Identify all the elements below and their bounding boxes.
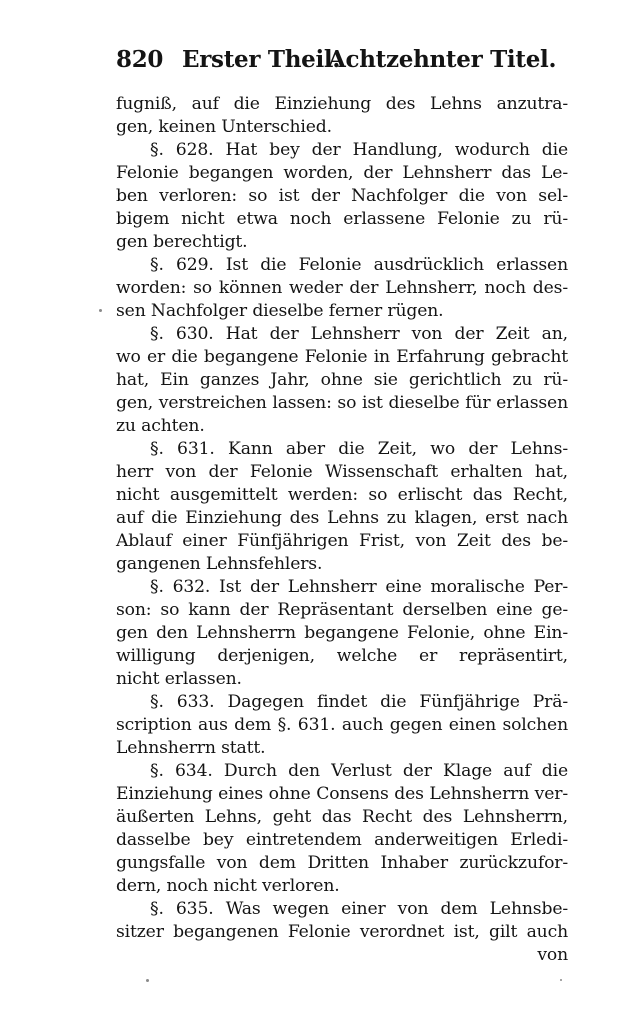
paragraph-628-start: §. 628. Hat bey der Handlung, wodurch die [150,140,568,160]
paragraph-630-start: §. 630. Hat der Lehnsherr von der Zeit an, [150,324,568,344]
text-line: auf die Einziehung des Lehns zu klagen, erst nach [116,508,568,528]
text-line: sitzer begangenen Felonie verordnet ist, gilt auch [116,922,568,942]
text-line: nicht ausgemittelt werden: so erlischt das Recht, [116,485,568,505]
print-speck [560,979,562,981]
text-line: bigem nicht etwa noch erlassene Felonie zu rü- [116,209,568,229]
print-speck [146,979,149,982]
text-line: dasselbe bey eintretendem anderweitigen Erledi- [116,830,568,850]
text-line: Ablauf einer Fünfjährigen Frist, von Zeit des be- [116,531,568,551]
text-line: Felonie begangen worden, der Lehnsherr das Le- [116,163,568,183]
text-line: hat, Ein ganzes Jahr, ohne sie gerichtlich zu rü- [116,370,568,390]
paragraph-629-start: §. 629. Ist die Felonie ausdrücklich erlassen [150,255,568,275]
part-title: Erster Theil. [182,46,341,73]
text-line: äußerten Lehns, geht das Recht des Lehnsherrn, [116,807,568,827]
text-line: son: so kann der Repräsentant derselben eine ge- [116,600,568,620]
page-number: 820 [116,46,164,73]
text-line: ben verloren: so ist der Nachfolger die von sel- [116,186,568,206]
catchword: von [537,945,568,965]
text-line: dern, noch nicht verloren. [116,876,340,896]
text-line: herr von der Felonie Wissenschaft erhalten hat, [116,462,568,482]
chapter-title: Achtzehnter Titel. [328,46,557,73]
text-line: Einziehung eines ohne Consens des Lehnsherrn ver- [116,784,568,804]
print-speck [99,309,102,312]
text-line: zu achten. [116,416,205,436]
text-line: gen, keinen Unterschied. [116,117,332,137]
text-line: willigung derjenigen, welche er repräsentirt, [116,646,568,666]
paragraph-634-start: §. 634. Durch den Verlust der Klage auf die [150,761,568,781]
text-line: gangenen Lehnsfehlers. [116,554,323,574]
paragraph-631-start: §. 631. Kann aber die Zeit, wo der Lehns- [150,439,568,459]
text-line: scription aus dem §. 631. auch gegen einen solchen [116,715,568,735]
text-line: gen den Lehnsherrn begangene Felonie, ohne Ein- [116,623,568,643]
paragraph-632-start: §. 632. Ist der Lehnsherr eine moralische Per- [150,577,568,597]
text-line: fugniß, auf die Einziehung des Lehns anzutra- [116,94,568,114]
text-line: Lehnsherrn statt. [116,738,266,758]
text-line: gen berechtigt. [116,232,248,252]
text-line: sen Nachfolger dieselbe ferner rügen. [116,301,444,321]
text-line: gungsfalle von dem Dritten Inhaber zurückzufor- [116,853,568,873]
text-line: gen, verstreichen lassen: so ist dieselbe für erlassen [116,393,568,413]
paragraph-635-start: §. 635. Was wegen einer von dem Lehnsbe- [150,899,568,919]
text-line: worden: so können weder der Lehnsherr, noch des- [116,278,568,298]
paragraph-633-start: §. 633. Dagegen findet die Fünfjährige Prä- [150,692,568,712]
text-line: nicht erlassen. [116,669,242,689]
running-header [116,42,566,82]
text-line: wo er die begangene Felonie in Erfahrung gebracht [116,347,568,367]
